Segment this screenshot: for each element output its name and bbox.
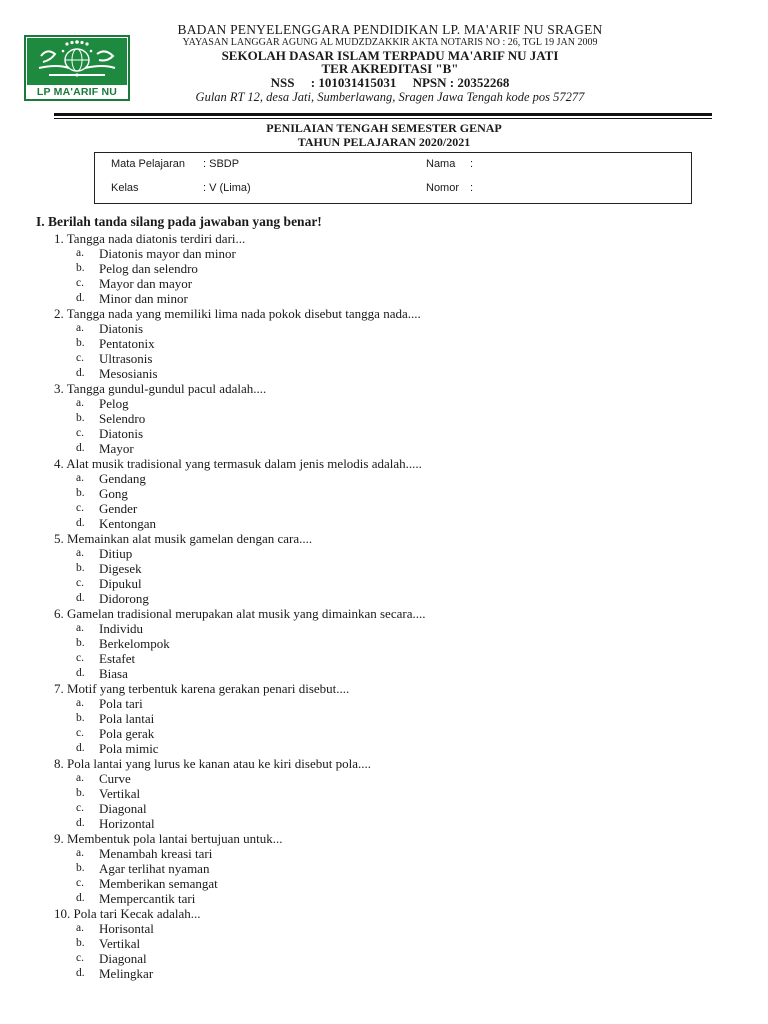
question-text: 6. Gamelan tradisional merupakan alat musik yang dimainkan secara.... xyxy=(54,606,426,621)
answer-option[interactable] xyxy=(0,666,768,681)
answer-option[interactable] xyxy=(0,471,768,486)
option-letter: a. xyxy=(76,922,84,934)
answer-option[interactable] xyxy=(0,651,768,666)
question-item xyxy=(0,831,768,906)
exam-title: PENILAIAN TENGAH SEMESTER GENAP xyxy=(266,121,502,135)
option-letter: b. xyxy=(76,337,85,349)
option-text: Pola mimic xyxy=(99,741,159,756)
lp-maarif-nu-logo xyxy=(24,35,130,101)
question-text: 4. Alat musik tradisional yang termasuk dalam jenis melodis adalah..... xyxy=(54,456,422,471)
question-text: 8. Pola lantai yang lurus ke kanan atau ke kiri disebut pola.... xyxy=(54,756,371,771)
answer-option[interactable] xyxy=(0,261,768,276)
option-text: Pola tari xyxy=(99,696,143,711)
question-text: 7. Motif yang terbentuk karena gerakan penari disebut.... xyxy=(54,681,350,696)
option-text: Gender xyxy=(99,501,138,516)
question-item xyxy=(0,381,768,456)
option-text: Pola gerak xyxy=(99,726,155,741)
answer-option[interactable] xyxy=(0,246,768,261)
option-letter: a. xyxy=(76,847,84,859)
option-text: Agar terlihat nyaman xyxy=(99,861,210,876)
number-field[interactable]: : xyxy=(470,182,474,194)
option-text: Pentatonix xyxy=(99,336,155,351)
option-letter: b. xyxy=(76,412,85,424)
option-letter: d. xyxy=(76,667,85,679)
option-letter: c. xyxy=(76,277,84,289)
question-text: 10. Pola tari Kecak adalah... xyxy=(54,906,201,921)
option-text: Diatonis xyxy=(99,321,144,336)
answer-option[interactable] xyxy=(0,621,768,636)
question-item xyxy=(0,531,768,606)
option-letter: c. xyxy=(76,727,84,739)
option-letter: a. xyxy=(76,472,84,484)
answer-option[interactable] xyxy=(0,396,768,411)
answer-option[interactable] xyxy=(0,741,768,756)
globe-stars-icon xyxy=(27,38,127,83)
option-letter: b. xyxy=(76,787,85,799)
answer-option[interactable] xyxy=(0,486,768,501)
option-text: Pola lantai xyxy=(99,711,155,726)
answer-option[interactable] xyxy=(0,726,768,741)
option-text: Horisontal xyxy=(99,921,154,936)
answer-option[interactable] xyxy=(0,816,768,831)
answer-option[interactable] xyxy=(0,771,768,786)
answer-option[interactable] xyxy=(0,561,768,576)
logo-caption: LP MA'ARIF NU xyxy=(36,86,118,98)
option-text: Estafet xyxy=(99,651,136,666)
option-letter: d. xyxy=(76,592,85,604)
option-letter: c. xyxy=(76,877,84,889)
name-label: Nama xyxy=(426,158,456,170)
option-text: Curve xyxy=(99,771,131,786)
option-text: Mayor xyxy=(99,441,134,456)
option-letter: a. xyxy=(76,772,84,784)
option-text: Menambah kreasi tari xyxy=(99,846,213,861)
answer-option[interactable] xyxy=(0,861,768,876)
question-text: 9. Membentuk pola lantai bertujuan untuk... xyxy=(54,831,283,846)
option-text: Gendang xyxy=(99,471,146,486)
option-text: Diagonal xyxy=(99,951,147,966)
nu-emblem-icon xyxy=(27,38,127,85)
option-letter: d. xyxy=(76,517,85,529)
option-text: Minor dan minor xyxy=(99,291,188,306)
answer-option[interactable] xyxy=(0,426,768,441)
option-letter: c. xyxy=(76,952,84,964)
answer-option[interactable] xyxy=(0,846,768,861)
answer-option[interactable] xyxy=(0,276,768,291)
option-letter: b. xyxy=(76,637,85,649)
option-letter: b. xyxy=(76,712,85,724)
option-letter: c. xyxy=(76,802,84,814)
option-text: Horizontal xyxy=(99,816,155,831)
letterhead xyxy=(0,0,768,112)
foundation-deed: YAYASAN LANGGAR AGUNG AL MUDZDZAKKIR AKTA NOTARIS NO : 26, TGL 19 JAN 2009 xyxy=(182,37,598,48)
option-text: Biasa xyxy=(99,666,128,681)
question-item xyxy=(0,906,768,981)
subject-value: : SBDP xyxy=(203,158,240,170)
option-letter: b. xyxy=(76,262,85,274)
question-item xyxy=(0,756,768,831)
number-label: Nomor xyxy=(426,182,460,194)
option-letter: a. xyxy=(76,697,84,709)
option-text: Gong xyxy=(99,486,128,501)
question-text: 2. Tangga nada yang memiliki lima nada pokok disebut tangga nada.... xyxy=(54,306,421,321)
option-letter: a. xyxy=(76,247,84,259)
option-text: Diatonis xyxy=(99,426,144,441)
section-heading: I. Berilah tanda silang pada jawaban yang benar! xyxy=(36,214,322,229)
option-letter: a. xyxy=(76,547,84,559)
answer-option[interactable] xyxy=(0,876,768,891)
option-text: Berkelompok xyxy=(99,636,170,651)
class-value: : V (Lima) xyxy=(203,182,251,194)
answer-option[interactable] xyxy=(0,801,768,816)
foundation-name: BADAN PENYELENGGARA PENDIDIKAN LP. MA'ARIF NU SRAGEN xyxy=(177,22,603,37)
option-letter: c. xyxy=(76,427,84,439)
option-letter: c. xyxy=(76,652,84,664)
option-text: Ditiup xyxy=(99,546,133,561)
option-letter: b. xyxy=(76,937,85,949)
answer-option[interactable] xyxy=(0,411,768,426)
option-letter: c. xyxy=(76,577,84,589)
question-item xyxy=(0,681,768,756)
option-letter: b. xyxy=(76,562,85,574)
question-text: 1. Tangga nada diatonis terdiri dari... xyxy=(54,231,246,246)
option-text: Kentongan xyxy=(99,516,157,531)
option-text: Pelog xyxy=(99,396,129,411)
option-letter: d. xyxy=(76,817,85,829)
student-info-box xyxy=(94,152,692,204)
answer-option[interactable] xyxy=(0,366,768,381)
subject-label: Mata Pelajaran xyxy=(111,158,185,170)
option-text: Vertikal xyxy=(99,786,141,801)
option-letter: d. xyxy=(76,742,85,754)
option-text: Didorong xyxy=(99,591,149,606)
answer-option[interactable] xyxy=(0,966,768,981)
answer-option[interactable] xyxy=(0,591,768,606)
question-item xyxy=(0,231,768,306)
option-text: Diagonal xyxy=(99,801,147,816)
option-text: Mempercantik tari xyxy=(99,891,196,906)
option-text: Mesosianis xyxy=(99,366,158,381)
option-letter: a. xyxy=(76,322,84,334)
answer-option[interactable] xyxy=(0,291,768,306)
option-text: Diatonis mayor dan minor xyxy=(99,246,236,261)
answer-option[interactable] xyxy=(0,501,768,516)
option-text: Vertikal xyxy=(99,936,141,951)
answer-option[interactable] xyxy=(0,786,768,801)
accreditation: TER AKREDITASI "B" xyxy=(321,61,459,76)
option-letter: d. xyxy=(76,442,85,454)
question-text: 3. Tangga gundul-gundul pacul adalah.... xyxy=(54,381,267,396)
question-item xyxy=(0,306,768,381)
option-text: Individu xyxy=(99,621,144,636)
header-divider-thin xyxy=(54,118,712,119)
academic-year: TAHUN PELAJARAN 2020/2021 xyxy=(297,135,471,149)
answer-option[interactable] xyxy=(0,891,768,906)
option-letter: c. xyxy=(76,352,84,364)
header-divider xyxy=(54,113,712,116)
option-text: Pelog dan selendro xyxy=(99,261,198,276)
option-letter: d. xyxy=(76,892,85,904)
option-letter: d. xyxy=(76,967,85,979)
answer-option[interactable] xyxy=(0,696,768,711)
answer-option[interactable] xyxy=(0,951,768,966)
answer-option[interactable] xyxy=(0,546,768,561)
answer-option[interactable] xyxy=(0,636,768,651)
school-ids: NSS : 101031415031 NPSN : 20352268 xyxy=(270,75,510,90)
class-label: Kelas xyxy=(111,182,139,194)
answer-option[interactable] xyxy=(0,936,768,951)
option-text: Digesek xyxy=(99,561,142,576)
option-text: Mayor dan mayor xyxy=(99,276,193,291)
option-letter: b. xyxy=(76,487,85,499)
answer-option[interactable] xyxy=(0,516,768,531)
option-text: Melingkar xyxy=(99,966,154,981)
option-letter: c. xyxy=(76,502,84,514)
answer-option[interactable] xyxy=(0,336,768,351)
school-address: Gulan RT 12, desa Jati, Sumberlawang, Sragen Jawa Tengah kode pos 57277 xyxy=(195,90,585,104)
question-item xyxy=(0,456,768,531)
option-text: Dipukul xyxy=(99,576,142,591)
answer-option[interactable] xyxy=(0,321,768,336)
question-list xyxy=(0,231,768,981)
option-text: Selendro xyxy=(99,411,146,426)
question-text: 5. Memainkan alat musik gamelan dengan cara.... xyxy=(54,531,313,546)
option-letter: b. xyxy=(76,862,85,874)
option-letter: d. xyxy=(76,367,85,379)
option-letter: a. xyxy=(76,397,84,409)
answer-option[interactable] xyxy=(0,576,768,591)
option-letter: d. xyxy=(76,292,85,304)
option-text: Ultrasonis xyxy=(99,351,153,366)
answer-option[interactable] xyxy=(0,441,768,456)
option-letter: a. xyxy=(76,622,84,634)
answer-option[interactable] xyxy=(0,351,768,366)
answer-option[interactable] xyxy=(0,921,768,936)
answer-option[interactable] xyxy=(0,711,768,726)
option-text: Memberikan semangat xyxy=(99,876,218,891)
question-item xyxy=(0,606,768,681)
school-name: SEKOLAH DASAR ISLAM TERPADU MA'ARIF NU JATI xyxy=(221,48,559,63)
name-field[interactable]: : xyxy=(470,158,474,170)
